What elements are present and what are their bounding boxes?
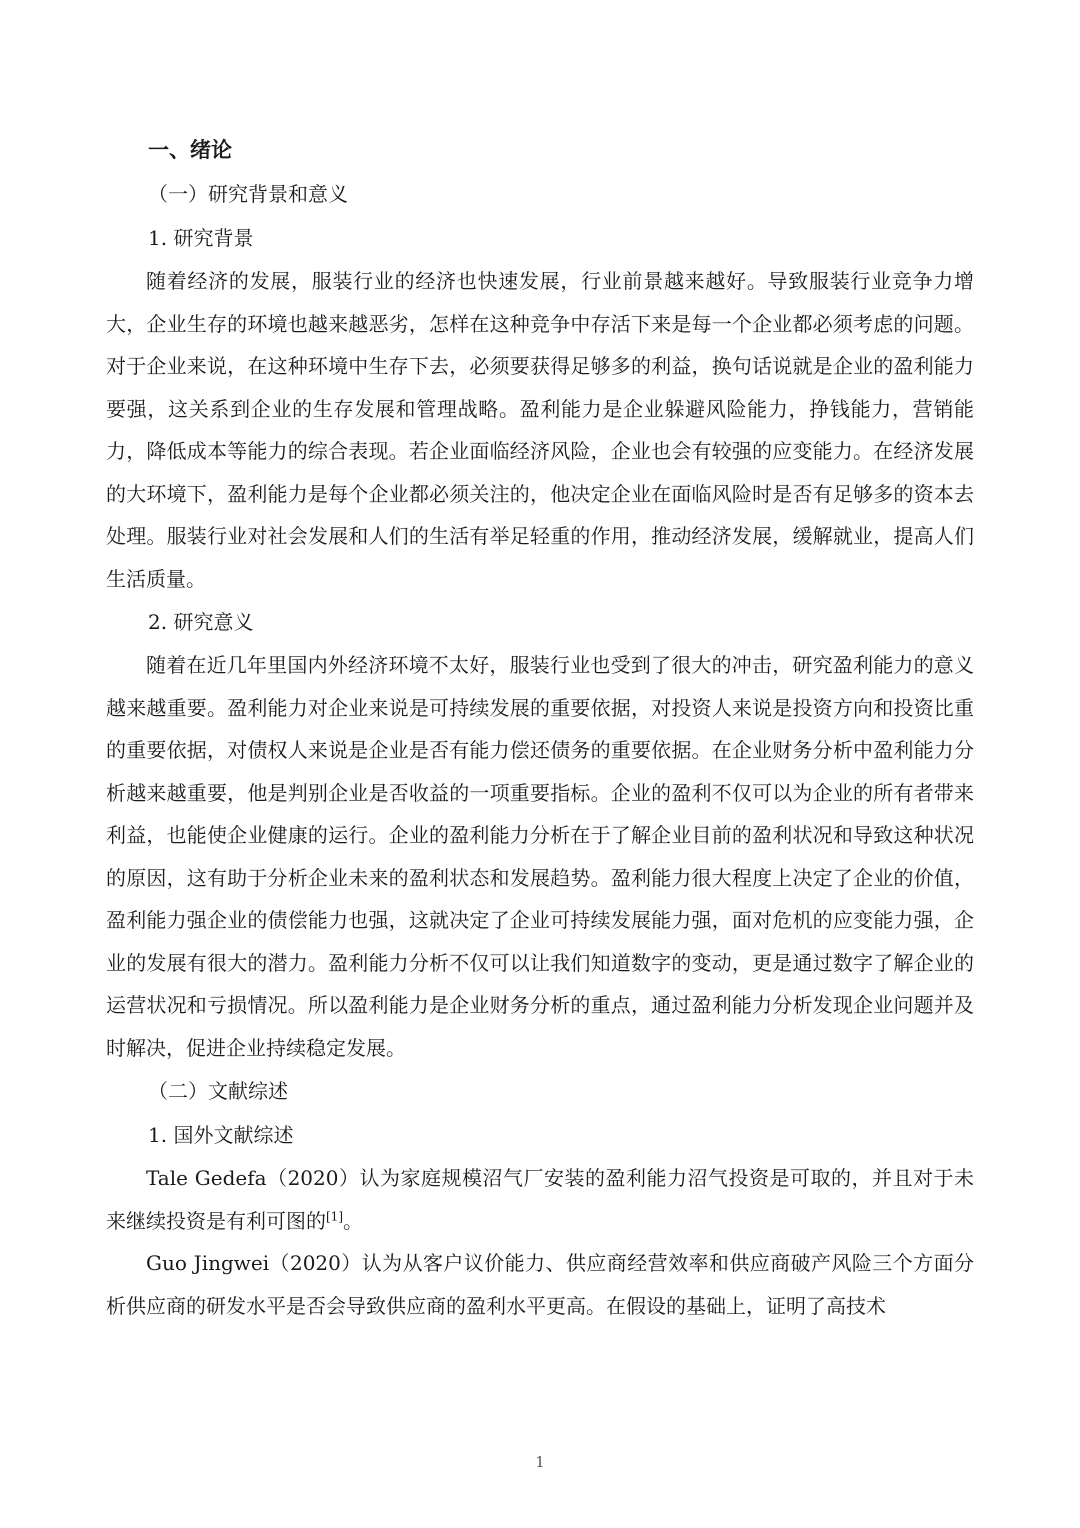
- section-title-background: （一）研究背景和意义: [148, 182, 348, 206]
- document-body: [106, 128, 974, 1327]
- paragraph-guo-jingwei: Guo Jingwei（2020）认为从客户议价能力、供应商经营效率和供应商破产风险三个方面分析供应商的研发水平是否会导致供应商的盈利水平更高。在假设的基础上，证明了高技术: [106, 1251, 974, 1318]
- subsection-title-foreign-literature: 1. 国外文献综述: [148, 1123, 294, 1147]
- paragraph-background: 随着经济的发展，服装行业的经济也快速发展，行业前景越来越好。导致服装行业竞争力增大，企业生存的环境也越来越恶劣，怎样在这种竞争中存活下来是每一个企业都必须考虑的问题。对于企业来说，在这种环境中生存下去，必须要获得足够多的利益，换句话说就是企业的盈利能力要强，这关系到企业的生存发展和管理战略。盈利能力是企业躲避风险能力，挣钱能力，营销能力，降低成本等能力的综合表现。若企业面临经济风险，企业也会有较强的应变能力。在经济发展的大环境下，盈利能力是每个企业都必须关注的，他决定企业在面临风险时是否有足够多的资本去处理。服装行业对社会发展和人们的生活有举足轻重的作用，推动经济发展，缓解就业，提高人们生活质量。: [106, 269, 974, 591]
- paragraph-significance: 随着在近几年里国内外经济环境不太好，服装行业也受到了很大的冲击，研究盈利能力的意义越来越重要。盈利能力对企业来说是可持续发展的重要依据，对投资人来说是投资方向和投资比重的重要依据，对债权人来说是企业是否有能力偿还债务的重要依据。在企业财务分析中盈利能力分析越来越重要，他是判别企业是否收益的一项重要指标。企业的盈利不仅可以为企业的所有者带来利益，也能使企业健康的运行。企业的盈利能力分析在于了解企业目前的盈利状况和导致这种状况的原因，这有助于分析企业未来的盈利状态和发展趋势。盈利能力很大程度上决定了企业的价值，盈利能力强企业的债偿能力也强，这就决定了企业可持续发展能力强，面对危机的应变能力强，企业的发展有很大的潜力。盈利能力分析不仅可以让我们知道数字的变动，更是通过数字了解企业的运营状况和亏损情况。所以盈利能力是企业财务分析的重点，通过盈利能力分析发现企业问题并及时解决，促进企业持续稳定发展。: [106, 653, 974, 1060]
- subsection-title-background: 1. 研究背景: [148, 226, 254, 250]
- chapter-title: 一、绪论: [148, 137, 232, 162]
- subsection-title-significance: 2. 研究意义: [148, 610, 254, 634]
- page-number: 1: [535, 1453, 545, 1471]
- section-title-literature: （二）文献综述: [148, 1079, 288, 1103]
- citation-ref: [1]: [326, 1208, 343, 1223]
- paragraph-tale-gedefa-text: Tale Gedefa（2020）认为家庭规模沼气厂安装的盈利能力沼气投资是可取的，并且对于未来继续投资是有利可图的: [106, 1166, 974, 1233]
- paragraph-tale-gedefa: [106, 1157, 974, 1242]
- paragraph-tale-gedefa-end: 。: [343, 1208, 363, 1233]
